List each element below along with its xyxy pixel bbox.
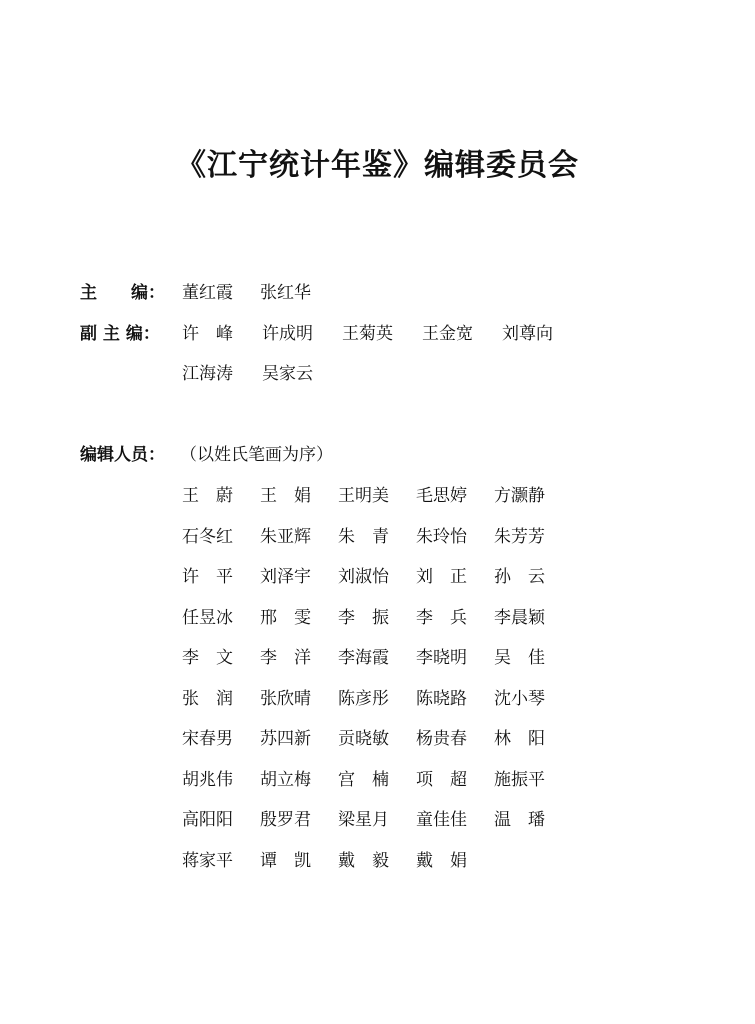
editor-name: 方灏静	[494, 486, 545, 506]
editor-name: 温 璠	[494, 810, 545, 830]
deputy-editor-name: 许 峰	[182, 324, 233, 344]
deputy-editor-name: 江海涛	[182, 364, 233, 384]
editor-name: 王 蔚	[182, 486, 233, 506]
editor-name: 张欣晴	[260, 688, 311, 709]
editor-name: 梁星月	[338, 810, 389, 830]
editor-name: 高阳阳	[182, 810, 233, 830]
deputy-editor-name: 吴家云	[262, 364, 313, 384]
editor-name: 刘淑怡	[338, 567, 389, 587]
editor-name: 李晨颖	[494, 607, 545, 628]
editors-label: 编辑人员：	[80, 445, 165, 465]
editor-name: 石冬红	[182, 526, 233, 547]
editor-name: 张 润	[182, 688, 233, 709]
editor-name: 胡立梅	[260, 769, 311, 790]
deputy-editor-label: 副 主 编：	[80, 324, 160, 344]
editor-name: 戴 娟	[416, 850, 467, 871]
editor-name: 李 文	[182, 648, 233, 668]
editor-name: 陈晓路	[416, 688, 467, 709]
editor-name: 邢 雯	[260, 607, 311, 628]
chief-editor-label: 主 编：	[80, 283, 165, 303]
editor-name: 施振平	[494, 769, 545, 790]
chief-editor-name: 董红霞	[182, 283, 233, 303]
editor-name: 毛思婷	[416, 486, 467, 506]
editors-order-note: （以姓氏笔画为序）	[180, 445, 333, 465]
editor-name: 童佳佳	[416, 810, 467, 830]
editor-name: 李 兵	[416, 607, 467, 628]
deputy-editor-name: 王金宽	[422, 324, 473, 344]
editor-name: 吴 佳	[494, 648, 545, 668]
editor-name: 沈小琴	[494, 688, 545, 709]
editor-name: 胡兆伟	[182, 769, 233, 790]
editor-name: 戴 毅	[338, 850, 389, 871]
editor-name: 殷罗君	[260, 810, 311, 830]
editor-name: 项 超	[416, 769, 467, 790]
editor-name: 李晓明	[416, 648, 467, 668]
editor-name: 宫 楠	[338, 769, 389, 790]
deputy-editor-name: 许成明	[262, 324, 313, 344]
editor-name: 林 阳	[494, 729, 545, 749]
editor-name: 李海霞	[338, 648, 389, 668]
editor-name: 谭 凯	[260, 850, 311, 871]
deputy-editor-name: 王菊英	[342, 324, 393, 344]
editor-name: 李 振	[338, 607, 389, 628]
chief-editor-name: 张红华	[260, 283, 311, 303]
editor-name: 刘泽宇	[260, 567, 311, 587]
editor-name: 朱芳芳	[494, 526, 545, 547]
editor-name: 宋春男	[182, 729, 233, 749]
editor-name: 贡晓敏	[338, 729, 389, 749]
editor-name: 李 洋	[260, 648, 311, 668]
editor-name: 王 娟	[260, 486, 311, 506]
editor-name: 孙 云	[494, 567, 545, 587]
page-title: 《江宁统计年鉴》编辑委员会	[176, 148, 579, 183]
editor-name: 刘 正	[416, 567, 467, 587]
editor-name: 任昱冰	[182, 607, 233, 628]
deputy-editor-name: 刘尊向	[502, 324, 553, 344]
editor-name: 许 平	[182, 567, 233, 587]
editor-name: 陈彦彤	[338, 688, 389, 709]
editor-name: 朱玲怡	[416, 526, 467, 547]
editor-name: 杨贵春	[416, 729, 467, 749]
editor-name: 王明美	[338, 486, 389, 506]
editor-name: 朱 青	[338, 526, 389, 547]
editor-name: 朱亚辉	[260, 526, 311, 547]
editor-name: 蒋家平	[182, 850, 233, 871]
editor-name: 苏四新	[260, 729, 311, 749]
